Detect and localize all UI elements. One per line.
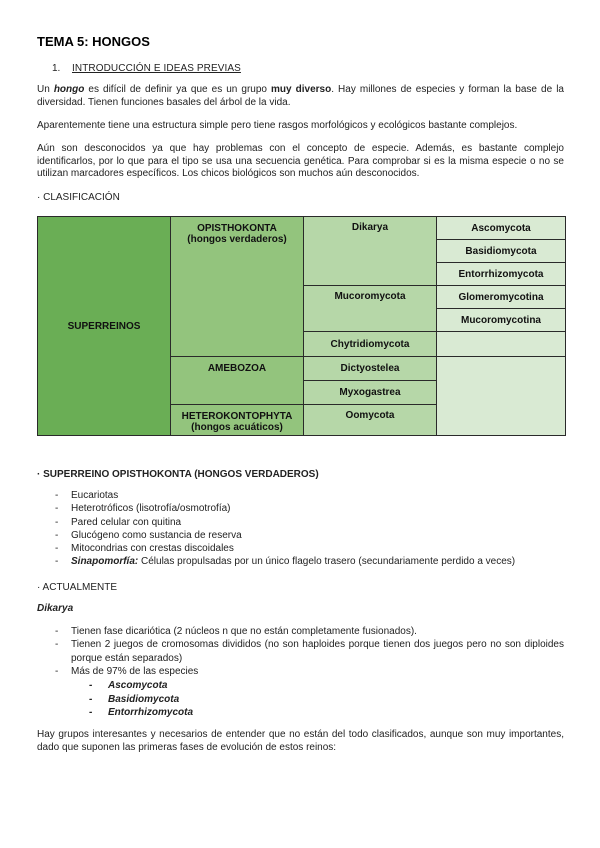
cell-oomycota: Oomycota	[304, 405, 437, 436]
list-item: - Glucógeno como sustancia de reserva	[55, 529, 515, 542]
sinapomorfia-label: Sinapomorfía:	[71, 556, 139, 568]
cell-chytridiomycota: Chytridiomycota	[304, 332, 437, 357]
classification-table	[37, 216, 566, 436]
list-item: - Tienen fase dicariótica (2 núcleos n que no están completamente fusionados).	[55, 625, 564, 638]
list-item	[55, 555, 515, 568]
intro-paragraph-1	[37, 84, 564, 109]
list-item: - Pared celular con quitina	[55, 516, 515, 529]
cell-dictyostelea: Dictyostelea	[304, 357, 437, 381]
text-run: es difícil de definir ya que es un grupo	[84, 84, 272, 95]
intro-paragraph-3: Aún son desconocidos ya que hay problemas con el concepto de especie. Además, es bastante complejo identificarlos, por lo que para el tipo se usa una secuencia genética. Para comprobar si es la misma especie o no se utilizan marcadores específicos. Los chicos biológicos son muchos aún desconocidos.	[37, 143, 564, 179]
list-item: - Mitocondrias con crestas discoidales	[55, 542, 515, 555]
opisthokonta-list	[55, 489, 515, 569]
cell-basidiomycota: Basidiomycota	[437, 240, 566, 263]
cell-heterokontophyta	[171, 405, 304, 436]
cell-glomeromycotina: Glomeromycotina	[437, 286, 566, 309]
dikarya-heading: Dikarya	[37, 603, 74, 614]
text-run-bold-italic: hongo	[53, 84, 85, 95]
actualmente-label: · ACTUALMENTE	[37, 582, 118, 593]
clasificacion-label: · CLASIFICACIÓN	[37, 192, 120, 203]
section-heading	[52, 63, 241, 74]
intro-paragraph-2: Aparentemente tiene una estructura simple pero tiene rasgos morfológicos y ecológicos bastante complejos.	[37, 120, 518, 131]
heterokontophyta-sublabel: (hongos acuáticos)	[191, 422, 283, 433]
opisthokonta-heading: · SUPERREINO OPISTHOKONTA (HONGOS VERDADEROS)	[37, 469, 319, 480]
text-run-bold: muy diverso	[271, 84, 332, 95]
list-item: - Entorrhizomycota	[89, 706, 193, 720]
closing-paragraph: Hay grupos interesantes y necesarios de entender que no están del todo clasificados, aunque son muy importantes, dado que suponen las primeras fases de evolución de estos reinos:	[37, 729, 564, 753]
section-number: 1.	[52, 63, 61, 74]
cell-entorrhizomycota: Entorrhizomycota	[437, 263, 566, 286]
list-item: - Más de 97% de las especies	[55, 665, 564, 678]
cell-superreinos: SUPERREINOS	[38, 217, 171, 436]
text-run: . Hay millones de especies y forman la base de la diversidad. Tienen funciones basales del árbol de la vida.	[37, 84, 564, 108]
dikarya-sublist	[89, 679, 193, 720]
list-item: - Eucariotas	[55, 489, 515, 502]
list-item: - Basidiomycota	[89, 693, 193, 707]
list-item: - Heterotróficos (lisotrofía/osmotrofía)	[55, 502, 515, 515]
cell-empty	[437, 332, 566, 357]
list-item: - Tienen 2 juegos de cromosomas divididos (no son haploides porque tienen dos juegos pero no son diploides porque están separados)	[55, 638, 564, 665]
section-label: INTRODUCCIÓN E IDEAS PREVIAS	[72, 63, 241, 74]
cell-amebozoa: AMEBOZOA	[171, 357, 304, 405]
dikarya-list	[55, 625, 564, 678]
cell-myxogastrea: Myxogastrea	[304, 381, 437, 405]
cell-ascomycota: Ascomycota	[437, 217, 566, 240]
cell-mucoromycota: Mucoromycota	[304, 286, 437, 332]
cell-opisthokonta	[171, 217, 304, 357]
text-run: Un	[37, 84, 54, 95]
heterokontophyta-label: HETEROKONTOPHYTA	[181, 411, 293, 422]
opisthokonta-label: OPISTHOKONTA	[197, 223, 277, 234]
opisthokonta-sublabel: (hongos verdaderos)	[187, 234, 287, 245]
list-item: - Ascomycota	[89, 679, 193, 693]
page-title: TEMA 5: HONGOS	[37, 34, 150, 49]
cell-dikarya: Dikarya	[304, 217, 437, 286]
cell-mucoromycotina: Mucoromycotina	[437, 309, 566, 332]
sinapomorfia-text: Células propulsadas por un único flagelo trasero (secundariamente perdido a veces)	[138, 556, 516, 568]
cell-empty	[437, 357, 566, 436]
